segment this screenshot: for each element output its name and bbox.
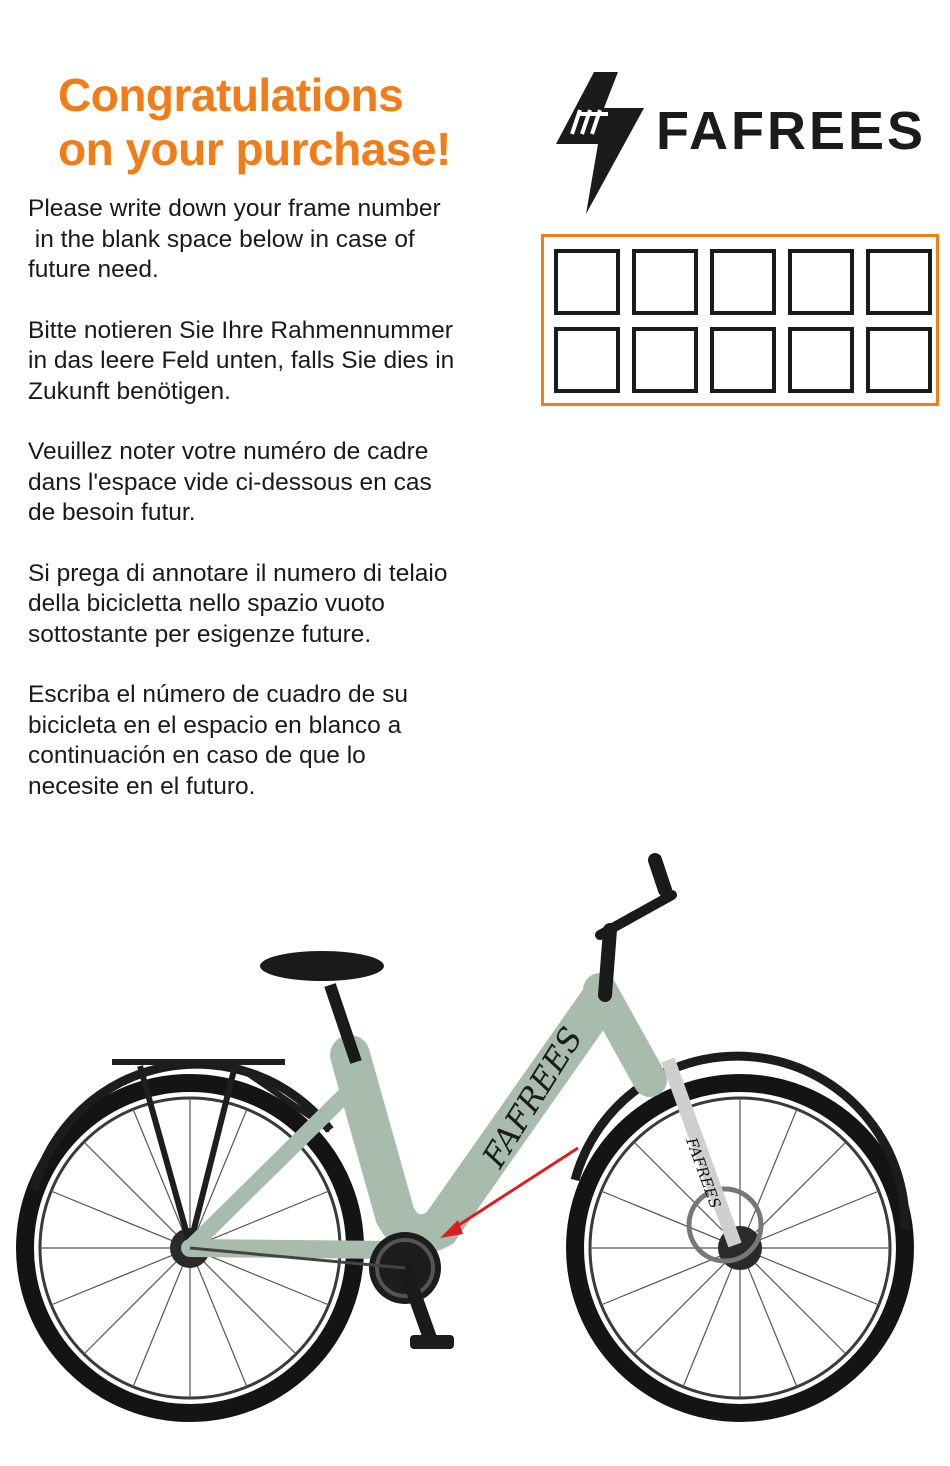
lightning-bolt-icon	[552, 70, 652, 216]
frame-number-box	[541, 234, 939, 406]
frame-number-cell[interactable]	[554, 327, 620, 393]
frame-brand-text: FAFREES	[474, 1020, 591, 1175]
frame-number-cell[interactable]	[632, 249, 698, 315]
headline-line-1: Congratulations	[58, 69, 404, 121]
instruction-es	[28, 680, 528, 802]
frame-number-cell[interactable]	[710, 327, 776, 393]
instruction-line: future need.	[28, 256, 159, 283]
front-wheel	[575, 1083, 905, 1413]
instruction-line: Escriba el número de cuadro de su	[28, 681, 408, 708]
handlebar	[600, 860, 672, 995]
ebike-illustration	[0, 820, 950, 1466]
headline-line-2: on your purchase!	[58, 123, 451, 175]
instruction-en	[28, 194, 528, 286]
saddle	[260, 951, 384, 981]
frame-number-cell[interactable]	[788, 327, 854, 393]
frame-number-cell[interactable]	[788, 249, 854, 315]
instruction-line: Please write down your frame number	[28, 195, 441, 222]
instruction-it	[28, 559, 528, 651]
instruction-line: dans l'espace vide ci-dessous en cas	[28, 468, 432, 496]
brand-name: FAFREES	[656, 101, 927, 161]
instruction-line: sottostante per esigenze future.	[28, 620, 372, 648]
instruction-line: de besoin futur.	[28, 499, 196, 526]
instructions	[28, 194, 528, 832]
brand-logo	[552, 70, 932, 216]
instruction-line: bicicleta en el espacio en blanco a	[28, 711, 402, 739]
instruction-line: Si prega di annotare il numero di telaio	[28, 559, 448, 587]
frame-number-grid	[554, 249, 932, 393]
instruction-line: in das leere Feld unten, falls Sie dies in	[28, 347, 455, 374]
frame-number-cell[interactable]	[866, 249, 932, 315]
instruction-line: della bicicletta nello spazio vuoto	[28, 590, 385, 617]
fork-brand-text: FAFREES	[682, 1135, 725, 1211]
instruction-line: continuación en caso de que lo	[28, 742, 366, 769]
headline	[58, 68, 451, 176]
instruction-line: necesite en el futuro.	[28, 772, 256, 800]
pedal	[410, 1335, 454, 1349]
instruction-line: Veuillez noter votre numéro de cadre	[28, 438, 429, 465]
instruction-fr	[28, 437, 528, 529]
frame-number-cell[interactable]	[632, 327, 698, 393]
frame-number-cell[interactable]	[866, 327, 932, 393]
instruction-line: Bitte notieren Sie Ihre Rahmennummer	[28, 316, 453, 344]
instruction-de	[28, 316, 528, 408]
frame-number-cell[interactable]	[710, 249, 776, 315]
instruction-line: in the blank space below in case of	[28, 225, 415, 253]
frame-number-cell[interactable]	[554, 249, 620, 315]
instruction-line: Zukunft benötigen.	[28, 377, 231, 405]
